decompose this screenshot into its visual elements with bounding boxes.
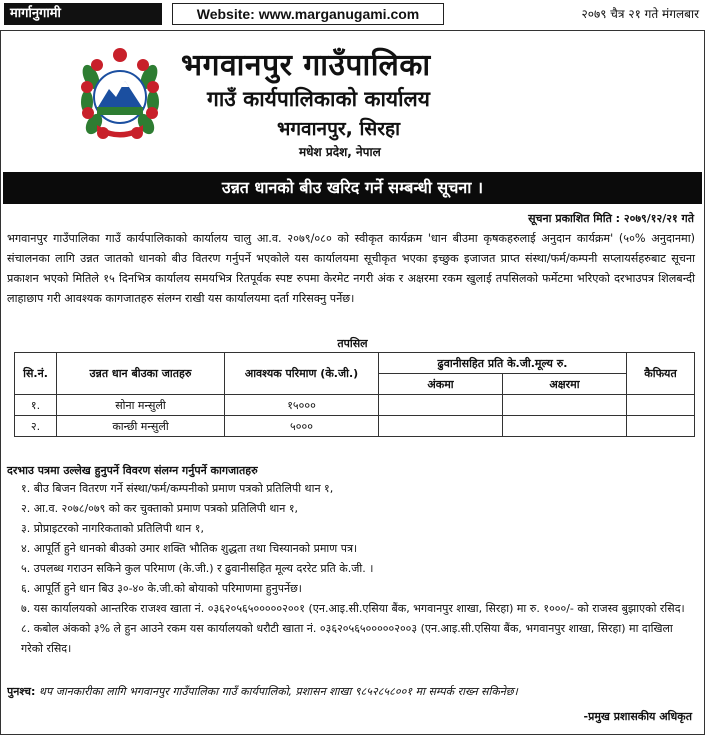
row-price-figures[interactable]	[379, 395, 503, 416]
list-item: ६. आपूर्ति हुने धान बिउ ३०-४० के.जी.को बोयाको परिमाणमा हुनुपर्नेछ।	[21, 582, 302, 595]
header-price: ढुवानीसहित प्रति के.जी.मूल्य रु.	[379, 353, 627, 374]
list-item: ५. उपलब्ध गराउन सकिने कुल परिमाण (के.जी.) र ढुवानीसहित मूल्य दररेट प्रति के.जी. ।	[21, 562, 374, 575]
header-sn: सि.नं.	[15, 353, 57, 395]
office-location: भगवानपुर, सिरहा	[277, 118, 401, 140]
row-sn: २.	[15, 416, 57, 437]
header-in-figures: अंकमा	[379, 374, 503, 395]
list-item: ३. प्रोप्राइटरको नागरिकताको प्रतिलिपी थान १,	[21, 522, 204, 535]
table-row	[15, 395, 695, 416]
brand-logo[interactable]: मार्गानुगामी	[4, 3, 162, 25]
website-link[interactable]: Website: www.marganugami.com	[172, 3, 444, 25]
notice-subject-banner: उन्नत धानको बीउ खरिद गर्ने सम्बन्धी सूचना ।	[3, 172, 702, 204]
row-quantity: ५०००	[225, 416, 379, 437]
list-item: ७. यस कार्यालयको आन्तरिक राजश्व खाता नं. ०३६२०५६५०००००२००१ (एन.आइ.सी.एसिया बैंक, भगवानपुर शाखा, सिरहा) मा रु. १०००/- को राजस्व बुझाएको रसिद।	[21, 602, 685, 615]
header-in-words: अक्षरमा	[503, 374, 627, 395]
row-remarks[interactable]	[627, 416, 695, 437]
notice-published-date: सूचना प्रकाशित मिति : २०७९/१२/२१ गते	[528, 212, 694, 225]
nepal-emblem-icon	[79, 47, 161, 145]
list-item: १. बीउ बिजन वितरण गर्ने संस्था/फर्म/कम्पनीको प्रमाण पत्रको प्रतिलिपी थान १,	[21, 482, 334, 495]
row-remarks[interactable]	[627, 395, 695, 416]
row-sn: १.	[15, 395, 57, 416]
header-remarks: कैफियत	[627, 353, 695, 395]
row-price-figures[interactable]	[379, 416, 503, 437]
postscript-label: पुनश्च:	[7, 685, 36, 698]
row-price-words[interactable]	[503, 395, 627, 416]
postscript-note	[7, 684, 697, 699]
notice-document	[0, 30, 705, 735]
office-title: गाउँ कार्यपालिकाको कार्यालय	[207, 87, 430, 111]
province-name: मधेश प्रदेश, नेपाल	[299, 145, 381, 159]
row-quantity: १५०००	[225, 395, 379, 416]
signature-officer: -प्रमुख प्रशासकीय अधिकृत	[583, 710, 692, 723]
list-item: २. आ.व. २०७८/०७९ को कर चुक्ताको प्रमाण पत्रको प्रतिलिपी थान १,	[21, 502, 299, 515]
notice-body: भगवानपुर गाउँपालिका गाउँ कार्यपालिकाको कार्यालय चालु आ.व. २०७९/०८० को स्वीकृत कार्यक्रम 'धान बीउमा कृषकहरुलाई अनुदान कार्यक्रम' (५०% अनुदानमा) संचालनका लागि उन्नत जातको धानको बीउ वितरण गर्नुपर्ने भएकोले यस कार्यालयमा सूचीकृत भएका इच्छुक इजाजत प्राप्त संस्था/फर्म/कम्पनी सप्लायर्सहरुबाट सूचना प्रकाशन भएको मितिले १५ दिनभित्र कार्यालय समयभित्र रितपूर्वक स्पष्ट रुपमा केरमेट नगरी अंक र अक्षरमा रकम खुलाई तपसिलको फर्मेटमा भरिएको दरभाउपत्र शिलबन्दी लाहाछाप गरी आवश्यक कागजातहरु संलग्न राखी यस कार्यालयमा दर्ता गरिसक्नु पर्नेछ।	[7, 232, 695, 305]
documents-title: दरभाउ पत्रमा उल्लेख हुनुपर्ने विवरण संलग्न गर्नुपर्ने कागजातहरु	[7, 464, 258, 477]
publish-date-header: २०७९ चैत्र २१ गते मंगलबार	[581, 7, 699, 21]
row-variety: कान्छी मन्सुली	[57, 416, 225, 437]
table-caption: तपसिल	[337, 337, 368, 350]
row-price-words[interactable]	[503, 416, 627, 437]
header-quantity: आवश्यक परिमाण (के.जी.)	[225, 353, 379, 395]
top-strip	[0, 0, 705, 28]
table-row	[15, 416, 695, 437]
documents-list	[7, 479, 697, 659]
municipality-title: भगवानपुर गाउँपालिका	[181, 48, 431, 83]
list-item: ८. कबोल अंकको ३% ले हुन आउने रकम यस कार्यालयको धरौटी खाता नं. ०३६२०५६५०००००२००३ (एन.आइ.सी.एसिया बैंक, भगवानपुर शाखा, सिरहा) मा दाखिला गरेको रसिद।	[21, 622, 673, 655]
row-variety: सोना मन्सुली	[57, 395, 225, 416]
seed-table	[14, 352, 695, 437]
list-item: ४. आपूर्ति हुने धानको बीउको उमार शक्ति भौतिक शुद्धता तथा चिस्यानको प्रमाण पत्र।	[21, 542, 358, 555]
postscript-text: थप जानकारीका लागि भगवानपुर गाउँपालिका गाउँ कार्यपालिको, प्रशासन शाखा ९८५२८५८००१ मा सम्पर्क राख्न सकिनेछ।	[38, 685, 518, 698]
header-variety: उन्नत धान बीउका जातहरु	[57, 353, 225, 395]
